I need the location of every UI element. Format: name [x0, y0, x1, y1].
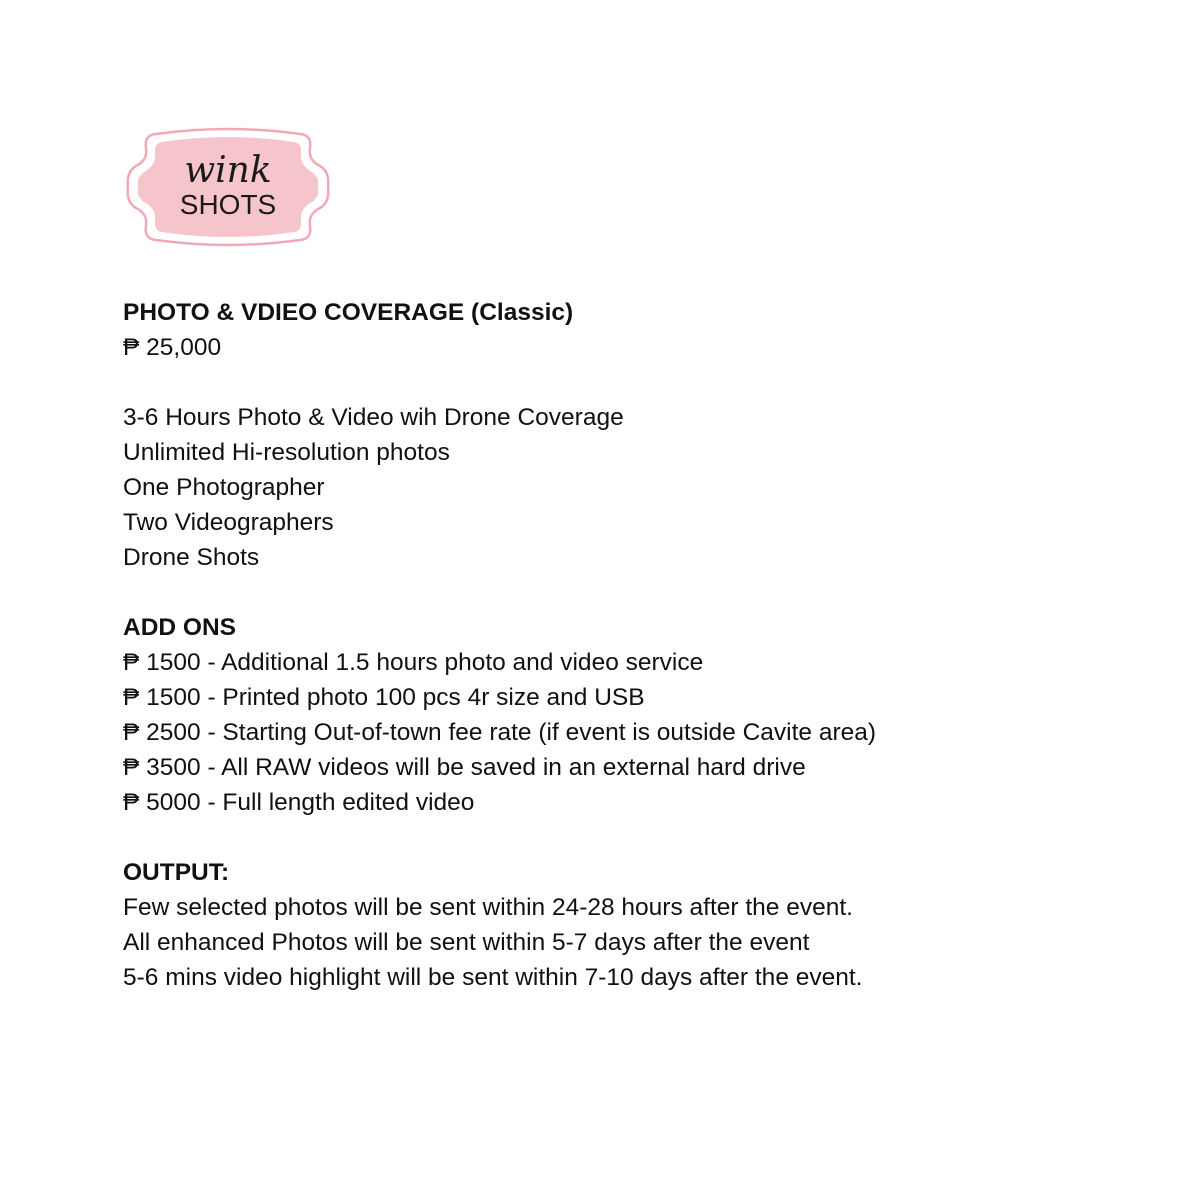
- feature-item: Two Videographers: [123, 509, 334, 536]
- logo-shots-text: SHOTS: [179, 189, 277, 220]
- output-item: 5-6 mins video highlight will be sent within 7-10 days after the event.: [123, 964, 863, 991]
- addon-item: ₱ 5000 - Full length edited video: [123, 789, 475, 816]
- output-item: Few selected photos will be sent within 24-28 hours after the event.: [123, 894, 853, 921]
- logo-badge: [126, 126, 330, 248]
- wink-shots-logo: [126, 126, 330, 248]
- addons-heading: ADD ONS: [123, 614, 236, 641]
- spacer: [123, 365, 1123, 400]
- feature-item: Unlimited Hi-resolution photos: [123, 439, 450, 466]
- spacer: [123, 575, 1123, 610]
- output-item: All enhanced Photos will be sent within 5-7 days after the event: [123, 929, 810, 956]
- addon-item: ₱ 2500 - Starting Out-of-town fee rate (if event is outside Cavite area): [123, 719, 877, 746]
- spacer: [123, 820, 1123, 855]
- package-details: [123, 295, 1123, 995]
- package-title: PHOTO & VDIEO COVERAGE (Classic): [123, 299, 574, 326]
- addon-item: ₱ 3500 - All RAW videos will be saved in an external hard drive: [123, 754, 806, 781]
- addon-item: ₱ 1500 - Printed photo 100 pcs 4r size and USB: [123, 684, 645, 711]
- addon-item: ₱ 1500 - Additional 1.5 hours photo and video service: [123, 649, 704, 676]
- feature-item: 3-6 Hours Photo & Video wih Drone Coverage: [123, 404, 624, 431]
- feature-item: One Photographer: [123, 474, 325, 501]
- package-price: ₱ 25,000: [123, 334, 222, 361]
- output-heading: OUTPUT:: [123, 859, 230, 886]
- logo-wink-text: wink: [184, 150, 272, 191]
- feature-item: Drone Shots: [123, 544, 260, 571]
